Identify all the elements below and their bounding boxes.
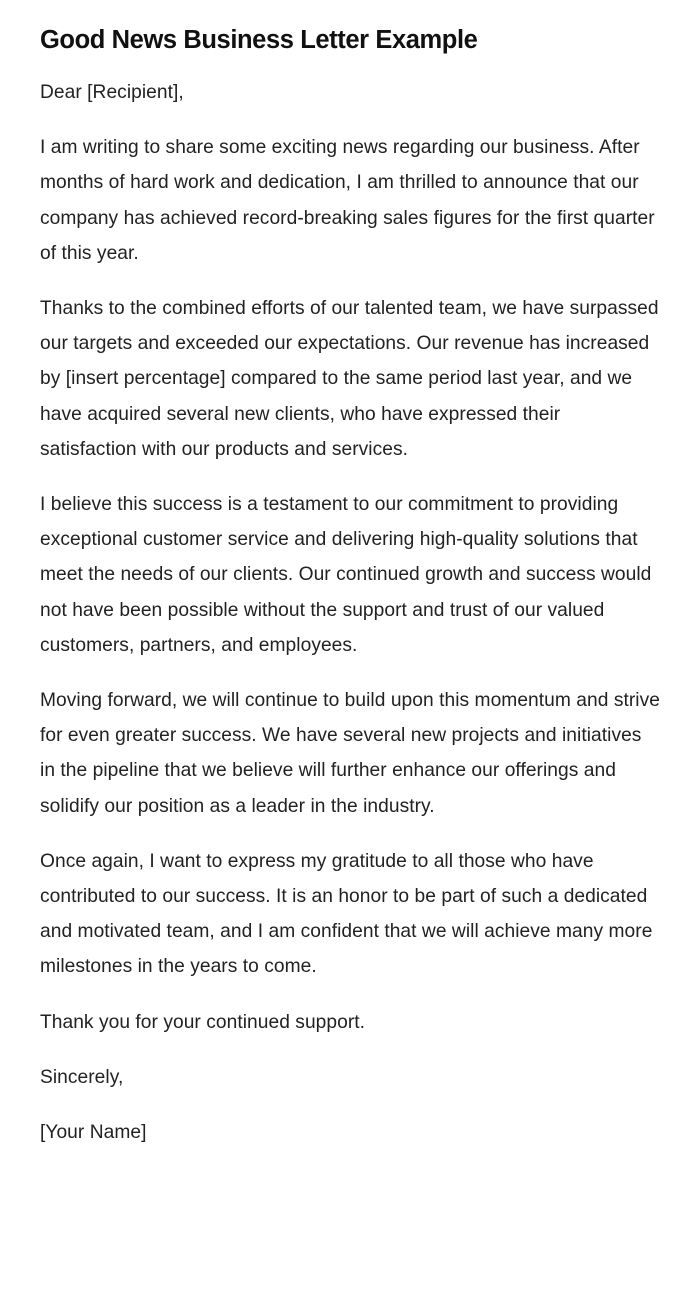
salutation: Dear [Recipient], <box>40 82 184 103</box>
body-paragraph-1: I am writing to share some exciting news regarding our business. After months of hard work and dedication, I am thrilled to announce that our company has achieved record-breaking sales figures for the first quarter of this year. <box>40 137 655 264</box>
body-paragraph-4: Moving forward, we will continue to build upon this momentum and strive for even greater success. We have several new projects and initiatives in the pipeline that we believe will further enhance our offerings and solidify our position as a leader in the industry. <box>40 690 660 817</box>
body-paragraph-5: Once again, I want to express my gratitude to all those who have contributed to our success. It is an honor to be part of such a dedicated and motivated team, and I am confident that we will achieve many more milestones in the years to come. <box>40 850 653 978</box>
body-paragraph-3: I believe this success is a testament to our commitment to providing exceptional customer service and delivering high-quality solutions that meet the needs of our clients. Our continued growth and success would not have been possible without the support and trust of our valued customers, partners, and employees. <box>40 494 652 656</box>
closing-line: Sincerely, <box>40 1066 124 1088</box>
thanks-line: Thank you for your continued support. <box>40 1011 366 1033</box>
body-paragraph-2: Thanks to the combined efforts of our talented team, we have surpassed our targets and exceeded our expectations. Our revenue has increased by [insert percentage] compared to the same period last year, and we have acquired several new clients, who have expressed their satisfaction with our products and services. <box>40 298 659 460</box>
signature-line: [Your Name] <box>40 1122 147 1144</box>
page-title: Good News Business Letter Example <box>40 26 478 54</box>
